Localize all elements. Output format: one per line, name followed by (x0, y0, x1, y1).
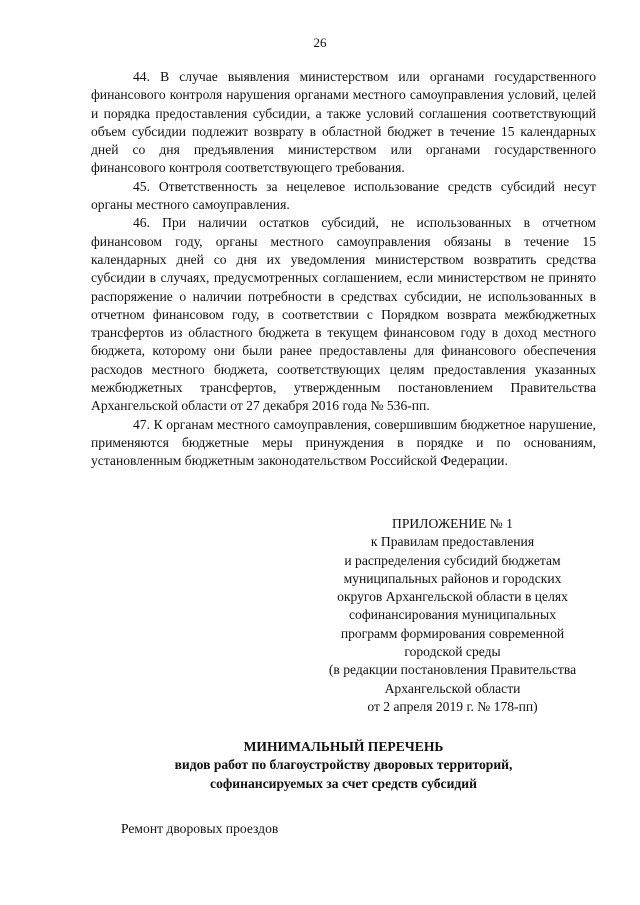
appendix-line: от 2 апреля 2019 г. № 178-пп) (367, 698, 538, 714)
appendix-line: городской среды (404, 644, 501, 660)
paragraph-45: 45. Ответственность за нецелевое использование средств субсидий несут органы местного самоуправления. (91, 178, 596, 213)
paragraph-47: 47. К органам местного самоуправления, совершившим бюджетное нарушение, применяются бюджетные меры принуждения в порядке и по основаниям, установленным бюджетным законодательством Российской Федерации. (91, 416, 596, 469)
heading-title: МИНИМАЛЬНЫЙ ПЕРЕЧЕНЬ (243, 739, 444, 754)
appendix-title: ПРИЛОЖЕНИЕ № 1 (392, 516, 513, 531)
appendix-line: софинансирования муниципальных (349, 607, 556, 623)
appendix-line: и распределения субсидий бюджетам (344, 552, 561, 568)
appendix-line: программ формирования современной (340, 625, 565, 641)
list-item: Ремонт дворовых проездов (121, 821, 279, 836)
appendix-line: к Правилам предоставления (370, 534, 535, 550)
heading-subtitle: видов работ по благоустройству дворовых территорий, (174, 757, 513, 773)
appendix-line: муниципальных районов и городских (343, 570, 562, 586)
paragraph-46: 46. При наличии остатков субсидий, не использованных в отчетном финансовом году, органы местного самоуправления обязаны в течение 15 календарных дней со дня их уведомления министерством возвратить средства субсидии в случаях, предусмотренных соглашением, если министерством не принято распоряжение о наличии потребности в средствах субсидии, не использованных в отчетном финансовом году, в соответствии с Порядком возврата межбюджетных трансфертов из областного бюджета в текущем финансовом году в доход местного бюджета, которому они были ранее предоставлены для финансового обеспечения расходов местного бюджета, соответствующих целям предоставления указанных межбюджетных трансфертов, утвержденным постановлением Правительства Архангельской области от 27 декабря 2016 года № 536-пп. (91, 215, 596, 414)
heading-subtitle: софинансируемых за счет средств субсидий (210, 775, 477, 791)
body-text (91, 68, 596, 471)
appendix-block (305, 515, 600, 716)
appendix-line: Архангельской области (384, 680, 521, 696)
appendix-line: округов Архангельской области в целях (337, 589, 568, 605)
page-number: 26 (313, 35, 327, 50)
appendix-line: (в редакции постановления Правительства (328, 662, 577, 678)
paragraph-44: 44. В случае выявления министерством или органами государственного финансового контроля нарушения органами местного самоуправления условий, целей и порядка предоставления субсидии, а также условий соглашения соответствующий объем субсидии подлежит возврату в областной бюджет в течение 15 календарных дней со дня предъявления министерством или органами государственного финансового контроля соответствующего требования. (91, 69, 596, 176)
list-heading (91, 738, 596, 793)
